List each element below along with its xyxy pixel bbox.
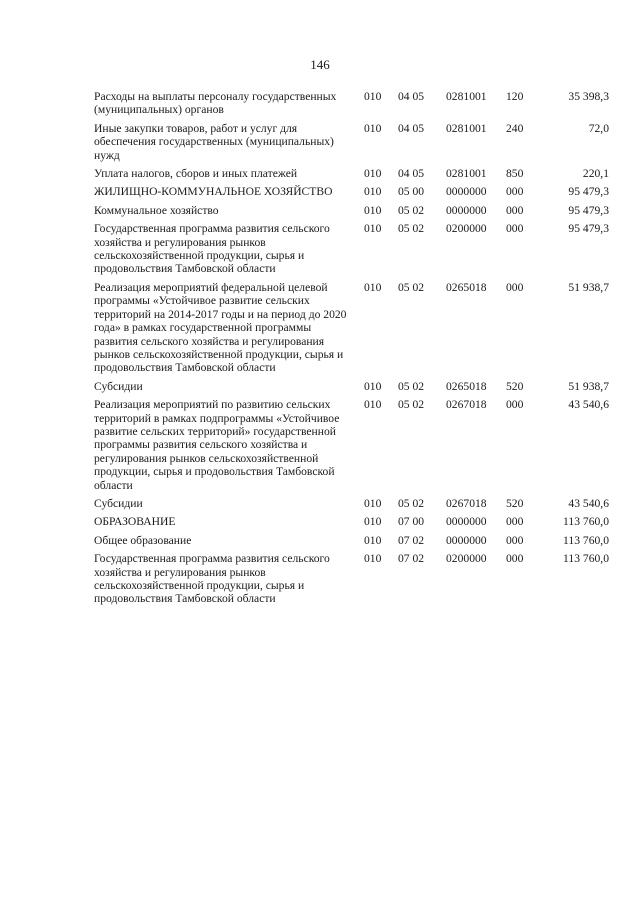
table-row — [94, 204, 609, 222]
expense-name-cell: Общее образование — [94, 533, 192, 547]
section-code-cell: 05 02 — [398, 379, 425, 393]
target-article-cell: 0000000 — [446, 203, 487, 217]
expense-name-cell: Субсидии — [94, 379, 143, 393]
target-article-cell: 0265018 — [446, 379, 487, 393]
amount-cell: 43 540,6 — [568, 398, 609, 412]
expense-name-cell: Уплата налогов, сборов и иных платежей — [94, 167, 298, 181]
grbs-code-cell: 010 — [364, 185, 382, 199]
expense-type-cell: 850 — [506, 167, 524, 181]
expense-name-cell: Реализация мероприятий федеральной целевой программы «Устойчивое развитие сельских территорий на 2014-2017 годы и на период до 2020 года» в рамках государственной программы развития сельского хозяйства и регулирования рынков сельскохозяйственной продукции, сырья и продовольствия Тамбовской области — [94, 280, 347, 375]
amount-cell: 51 938,7 — [568, 379, 609, 393]
section-code-cell: 07 02 — [398, 533, 425, 547]
amount-cell: 113 760,0 — [563, 515, 609, 529]
table-row — [94, 552, 609, 611]
expense-type-cell: 000 — [506, 222, 524, 236]
grbs-code-cell: 010 — [364, 121, 382, 135]
target-article-cell: 0200000 — [446, 222, 487, 236]
expense-type-cell: 000 — [506, 533, 524, 547]
expense-type-cell: 240 — [506, 121, 524, 135]
section-code-cell: 04 05 — [398, 90, 425, 103]
grbs-code-cell: 010 — [364, 496, 382, 510]
section-code-cell: 05 00 — [398, 185, 425, 199]
section-code-cell: 05 02 — [398, 496, 425, 510]
expense-type-cell: 000 — [506, 552, 524, 566]
table-row — [94, 497, 609, 515]
grbs-code-cell: 010 — [364, 203, 382, 217]
amount-cell: 113 760,0 — [563, 533, 609, 547]
table-row — [94, 167, 609, 185]
expense-name-cell: Государственная программа развития сельского хозяйства и регулирования рынков сельскохозяйственной продукции, сырья и продовольствия Тамбовской области — [94, 222, 330, 276]
expense-type-cell: 000 — [506, 398, 524, 412]
target-article-cell: 0267018 — [446, 398, 487, 412]
grbs-code-cell: 010 — [364, 533, 382, 547]
grbs-code-cell: 010 — [364, 167, 382, 181]
expense-name-cell: Коммунальное хозяйство — [94, 203, 219, 217]
page-number: 146 — [310, 57, 330, 72]
expense-type-cell: 520 — [506, 496, 524, 510]
expense-name-cell: ОБРАЗОВАНИЕ — [94, 515, 176, 529]
grbs-code-cell: 010 — [364, 379, 382, 393]
amount-cell: 95 479,3 — [568, 185, 609, 199]
section-code-cell: 05 02 — [398, 280, 425, 294]
section-code-cell: 05 02 — [398, 398, 425, 412]
table-row — [94, 185, 609, 203]
section-code-cell: 07 00 — [398, 515, 425, 529]
table-row — [94, 90, 609, 122]
table-row — [94, 122, 609, 167]
expense-name-cell: Государственная программа развития сельского хозяйства и регулирования рынков сельскохозяйственной продукции, сырья и продовольствия Тамбовской области — [94, 552, 330, 606]
section-code-cell: 04 05 — [398, 167, 425, 181]
expense-name-cell: Субсидии — [94, 496, 143, 510]
budget-table — [94, 90, 609, 611]
target-article-cell: 0200000 — [446, 552, 487, 566]
target-article-cell: 0265018 — [446, 280, 487, 294]
grbs-code-cell: 010 — [364, 280, 382, 294]
grbs-code-cell: 010 — [364, 552, 382, 566]
table-row — [94, 534, 609, 552]
target-article-cell: 0281001 — [446, 167, 487, 181]
section-code-cell: 04 05 — [398, 121, 425, 135]
target-article-cell: 0281001 — [446, 121, 487, 135]
target-article-cell: 0000000 — [446, 185, 487, 199]
amount-cell: 72,0 — [588, 121, 609, 135]
grbs-code-cell: 010 — [364, 222, 382, 236]
amount-cell: 35 398,3 — [568, 90, 609, 103]
expense-name-cell: Иные закупки товаров, работ и услуг для обеспечения государственных (муниципальных) нужд — [94, 121, 334, 162]
target-article-cell: 0000000 — [446, 533, 487, 547]
grbs-code-cell: 010 — [364, 90, 382, 103]
amount-cell: 43 540,6 — [568, 496, 609, 510]
section-code-cell: 05 02 — [398, 203, 425, 217]
target-article-cell: 0267018 — [446, 496, 487, 510]
amount-cell: 51 938,7 — [568, 280, 609, 294]
table-row — [94, 380, 609, 398]
expense-type-cell: 000 — [506, 203, 524, 217]
table-row — [94, 398, 609, 497]
expense-name-cell: ЖИЛИЩНО-КОММУНАЛЬНОЕ ХОЗЯЙСТВО — [94, 185, 333, 199]
section-code-cell: 07 02 — [398, 552, 425, 566]
table-row — [94, 515, 609, 533]
expense-type-cell: 120 — [506, 90, 524, 103]
amount-cell: 113 760,0 — [563, 552, 609, 566]
amount-cell: 220,1 — [582, 167, 609, 181]
expense-type-cell: 520 — [506, 379, 524, 393]
table-row — [94, 281, 609, 380]
target-article-cell: 0000000 — [446, 515, 487, 529]
grbs-code-cell: 010 — [364, 398, 382, 412]
expense-type-cell: 000 — [506, 280, 524, 294]
expense-type-cell: 000 — [506, 185, 524, 199]
budget-table-body — [94, 90, 609, 611]
amount-cell: 95 479,3 — [568, 203, 609, 217]
expense-name-cell: Реализация мероприятий по развитию сельских территорий в рамках подпрограммы «Устойчивое развитие сельских территорий» государственной программы развития сельского хозяйства и регулирования рынков сельскохозяйственной продукции, сырья и продовольствия Тамбовской области — [94, 398, 340, 492]
table-row — [94, 222, 609, 281]
expense-type-cell: 000 — [506, 515, 524, 529]
amount-cell: 95 479,3 — [568, 222, 609, 236]
grbs-code-cell: 010 — [364, 515, 382, 529]
expense-name-cell: Расходы на выплаты персоналу государственных (муниципальных) органов — [94, 90, 337, 117]
section-code-cell: 05 02 — [398, 222, 425, 236]
target-article-cell: 0281001 — [446, 90, 487, 103]
